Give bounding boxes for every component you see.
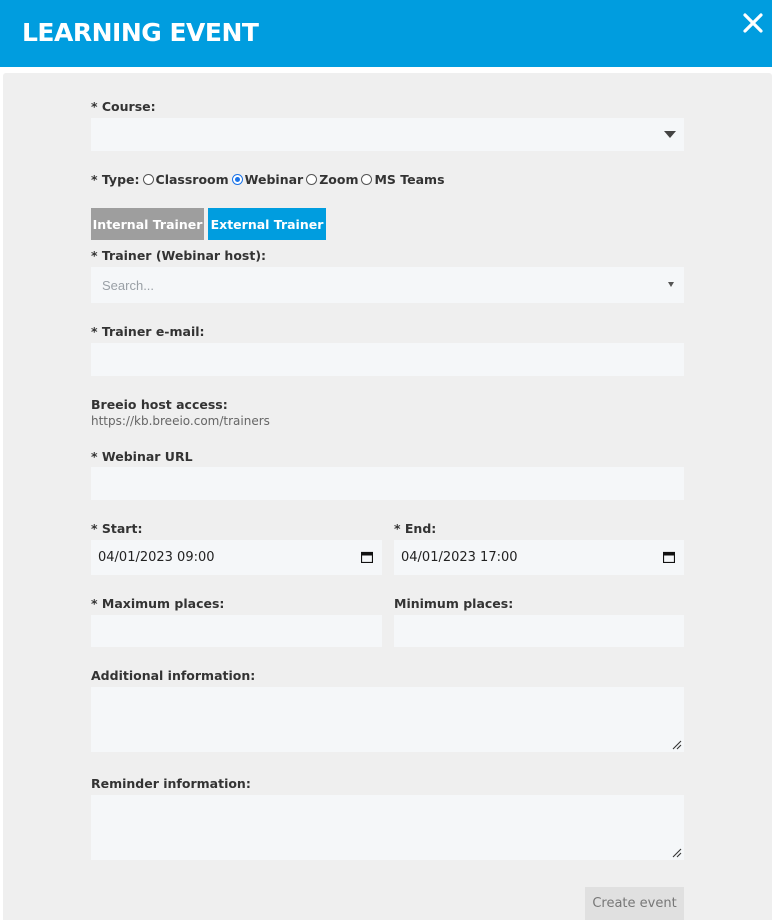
max-places-label: * Maximum places: bbox=[91, 596, 225, 611]
resize-handle-icon[interactable] bbox=[672, 848, 682, 858]
trainer-label: * Trainer (Webinar host): bbox=[91, 248, 267, 263]
close-icon[interactable] bbox=[740, 10, 766, 36]
calendar-icon[interactable] bbox=[663, 551, 675, 563]
trainer-search-select[interactable] bbox=[91, 267, 684, 303]
type-label: * Type: bbox=[91, 172, 140, 187]
start-label: * Start: bbox=[91, 521, 143, 536]
course-select[interactable] bbox=[91, 118, 684, 151]
chevron-down-icon bbox=[668, 282, 674, 287]
internal-trainer-tab[interactable]: Internal Trainer bbox=[91, 208, 204, 240]
radio-classroom-label[interactable]: Classroom bbox=[155, 172, 229, 187]
webinar-url-field[interactable] bbox=[91, 467, 684, 500]
course-label: * Course: bbox=[91, 99, 156, 114]
trainer-search-placeholder: Search... bbox=[102, 278, 155, 293]
reminder-info-textarea[interactable] bbox=[91, 795, 684, 860]
additional-info-textarea[interactable] bbox=[91, 687, 684, 752]
radio-webinar[interactable] bbox=[232, 174, 243, 185]
type-radio-group bbox=[91, 172, 445, 187]
webinar-url-label: * Webinar URL bbox=[91, 449, 193, 464]
external-trainer-tab[interactable]: External Trainer bbox=[208, 208, 326, 240]
dialog-title: LEARNING EVENT bbox=[22, 18, 259, 47]
create-event-button[interactable]: Create event bbox=[585, 887, 684, 920]
trainer-email-label: * Trainer e-mail: bbox=[91, 324, 205, 339]
radio-zoom[interactable] bbox=[306, 174, 317, 185]
radio-webinar-label[interactable]: Webinar bbox=[244, 172, 304, 187]
start-datetime-field[interactable] bbox=[91, 540, 382, 575]
host-access-url: https://kb.breeio.com/trainers bbox=[91, 414, 270, 428]
resize-handle-icon[interactable] bbox=[672, 740, 682, 750]
min-places-field[interactable] bbox=[394, 615, 684, 647]
radio-ms-teams-label[interactable]: MS Teams bbox=[374, 172, 445, 187]
calendar-icon[interactable] bbox=[361, 551, 373, 563]
reminder-info-label: Reminder information: bbox=[91, 776, 251, 791]
radio-ms-teams[interactable] bbox=[361, 174, 372, 185]
radio-classroom[interactable] bbox=[143, 174, 154, 185]
max-places-field[interactable] bbox=[91, 615, 382, 647]
additional-info-label: Additional information: bbox=[91, 668, 256, 683]
radio-zoom-label[interactable]: Zoom bbox=[319, 172, 359, 187]
start-value: 04/01/2023 09:00 bbox=[98, 550, 215, 565]
trainer-email-field[interactable] bbox=[91, 343, 684, 376]
chevron-down-icon bbox=[664, 131, 676, 138]
end-datetime-field[interactable] bbox=[394, 540, 684, 575]
end-label: * End: bbox=[394, 521, 437, 536]
end-value: 04/01/2023 17:00 bbox=[401, 550, 518, 565]
host-access-label: Breeio host access: bbox=[91, 397, 228, 412]
min-places-label: Minimum places: bbox=[394, 596, 514, 611]
dialog-header bbox=[0, 0, 772, 67]
